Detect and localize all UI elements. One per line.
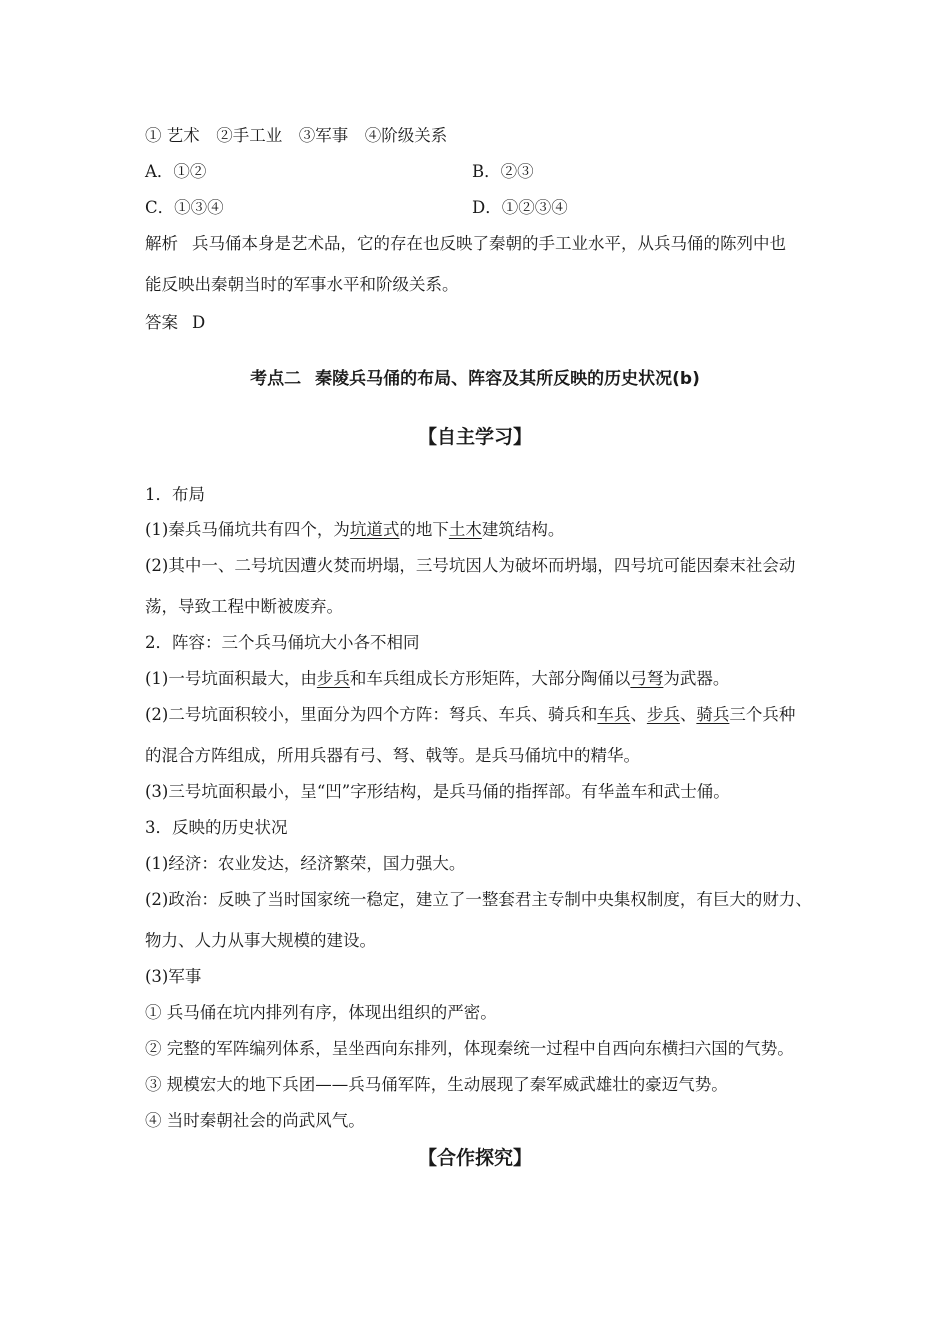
s3-item: ③ 规模宏大的地下兵团——兵马俑军阵，生动展现了秦军威武雄壮的豪迈气势。 [145, 1075, 728, 1094]
analysis-line-2: 能反映出秦朝当时的军事水平和阶级关系。 [145, 275, 459, 294]
s2-p1: (1)一号坑面积最大，由步兵和车兵组成长方形矩阵，大部分陶俑以弓弩为武器。 [145, 669, 730, 688]
s3-p2-line-1: (2)政治：反映了当时国家统一稳定，建立了一整套君主专制中央集权制度，有巨大的财力、 [145, 890, 812, 909]
analysis-line-1 [145, 233, 830, 255]
underlined-term: 弓弩 [630, 669, 664, 688]
section-self-study: 【自主学习】 [417, 426, 532, 448]
topic-heading [0, 367, 950, 391]
options-row-1 [145, 161, 830, 183]
section-cooperation: 【合作探究】 [417, 1147, 532, 1169]
underlined-term: 坑道式 [349, 520, 400, 539]
underlined-term: 步兵 [316, 669, 350, 688]
analysis-text-1: 兵马俑本身是艺术品，它的存在也反映了秦朝的手工业水平，从兵马俑的陈列中也 [192, 234, 786, 253]
answer-label: 答案 [145, 313, 178, 332]
option-c: C．①③④ [145, 198, 224, 217]
answer-value: D [192, 313, 206, 332]
s2-p2-line-1: (2)二号坑面积较小，里面分为四个方阵：弩兵、车兵、骑兵和车兵、步兵、骑兵三个兵种 [145, 705, 796, 724]
s1-title: 1．布局 [145, 485, 205, 504]
underlined-term: 车兵 [597, 705, 631, 724]
s3-p3: (3)军事 [145, 967, 202, 986]
topic-title: 秦陵兵马俑的布局、阵容及其所反映的历史状况(b) [315, 369, 700, 389]
s3-p2-line-2: 物力、人力从事大规模的建设。 [145, 931, 376, 950]
s2-title: 2．阵容：三个兵马俑坑大小各不相同 [145, 633, 420, 652]
underlined-term: 土木 [448, 520, 482, 539]
options-row-2 [145, 197, 830, 219]
option-a: A．①② [145, 162, 207, 181]
s3-item: ① 兵马俑在坑内排列有序，体现出组织的严密。 [145, 1003, 497, 1022]
underlined-term: 步兵 [646, 705, 680, 724]
answer-line [145, 312, 830, 334]
underlined-term: 骑兵 [696, 705, 730, 724]
s1-p2-line-2: 荡，导致工程中断被废弃。 [145, 597, 343, 616]
s1-p1: (1)秦兵马俑坑共有四个，为坑道式的地下土木建筑结构。 [145, 520, 565, 539]
s2-p3: (3)三号坑面积最小，呈“凹”字形结构，是兵马俑的指挥部。有华盖车和武士俑。 [145, 782, 730, 801]
s1-p2-line-1: (2)其中一、二号坑因遭火焚而坍塌，三号坑因人为破坏而坍塌，四号坑可能因秦末社会动 [145, 556, 796, 575]
question-items: ① 艺术 ②手工业 ③军事 ④阶级关系 [145, 126, 448, 145]
topic-label: 考点二 [250, 369, 302, 389]
s3-item: ② 完整的军阵编列体系，呈坐西向东排列，体现秦统一过程中自西向东横扫六国的气势。 [145, 1039, 794, 1058]
option-d: D．①②③④ [472, 198, 568, 217]
s2-p2-line-2: 的混合方阵组成，所用兵器有弓、弩、戟等。是兵马俑坑中的精华。 [145, 746, 640, 765]
s3-title: 3．反映的历史状况 [145, 818, 288, 837]
s3-p1: (1)经济：农业发达，经济繁荣，国力强大。 [145, 854, 466, 873]
option-b: B．②③ [472, 162, 534, 181]
s3-item: ④ 当时秦朝社会的尚武风气。 [145, 1111, 365, 1130]
analysis-label: 解析 [145, 234, 178, 253]
